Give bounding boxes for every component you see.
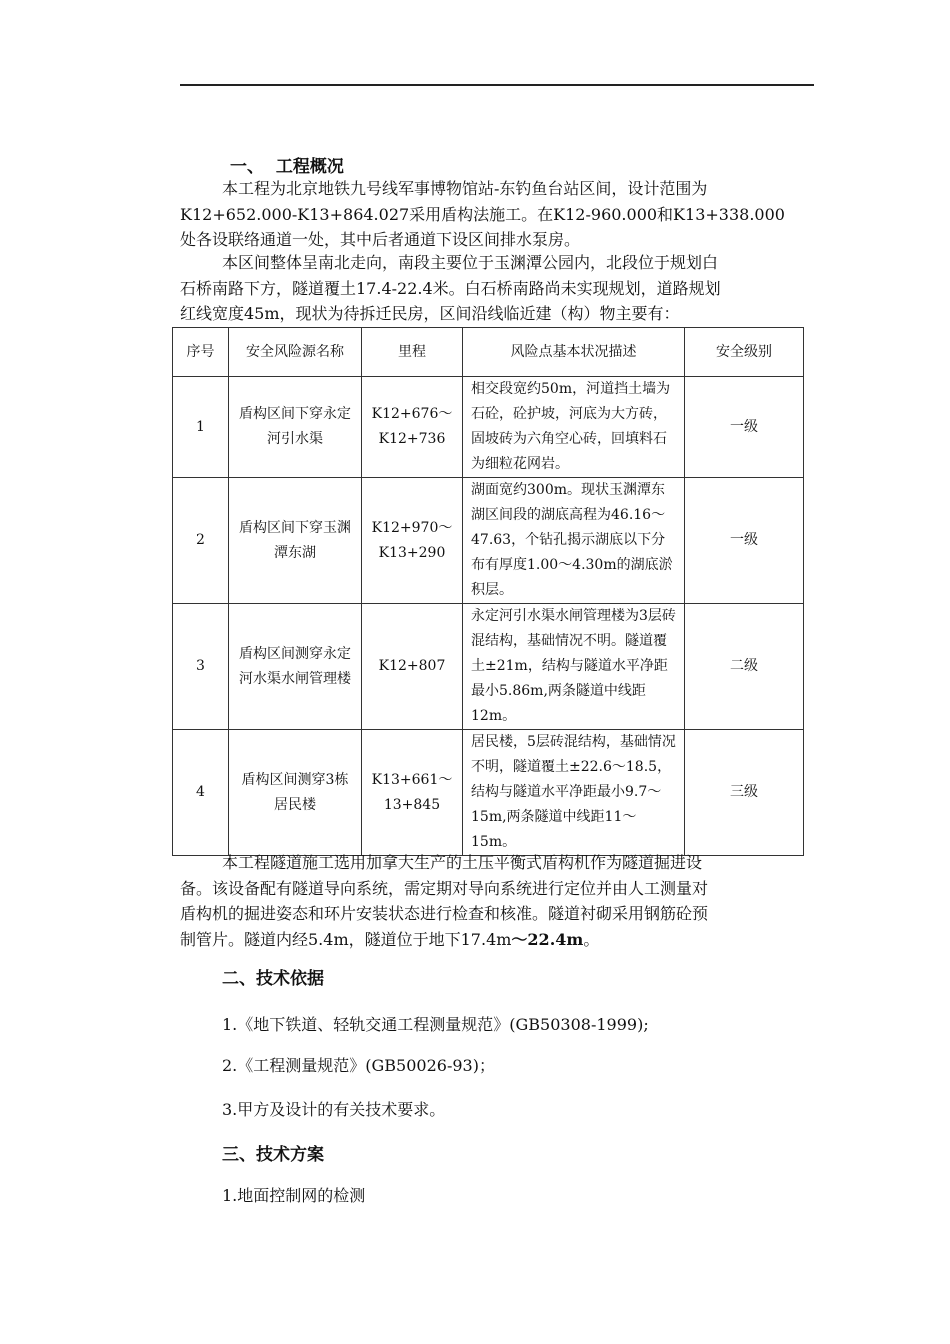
overview-paragraph-1: [180, 176, 816, 253]
cell-mileage: K12+970～K13+290: [362, 478, 463, 604]
reference-item: 3.甲方及设计的有关技术要求。: [222, 1100, 446, 1119]
cell-level: 三级: [685, 730, 804, 856]
header-description: 风险点基本状况描述: [463, 328, 685, 377]
table-header-row: [173, 328, 804, 377]
text-line: 盾构机的掘进姿态和环片安装状态进行检查和核准。隧道衬砌采用钢筋砼预: [180, 904, 709, 923]
cell-no: 1: [173, 377, 229, 478]
header-no: 序号: [173, 328, 229, 377]
text-segment: 制管片。隧道内经5.4m，隧道位于地下17.4m: [180, 929, 512, 949]
cell-description: 居民楼，5层砖混结构，基础情况不明，隧道覆土±22.6～18.5，结构与隧道水平净距最小9.7～15m,两条隧道中线距11～15m。: [463, 730, 685, 856]
cell-name: 盾构区间下穿永定河引水渠: [229, 377, 362, 478]
cell-mileage: K13+661～13+845: [362, 730, 463, 856]
cell-no: 4: [173, 730, 229, 856]
text-line: K12+652.000-K13+864.027采用盾构法施工。在K12-960.000和K13+338.000: [180, 204, 785, 224]
text-line: [180, 927, 816, 953]
reference-item: 2.《工程测量规范》(GB50026-93)；: [222, 1056, 495, 1075]
text-line: 本区间整体呈南北走向，南段主要位于玉渊潭公园内，北段位于规划白: [222, 253, 719, 272]
header-name: 安全风险源名称: [229, 328, 362, 377]
text-line: 石桥南路下方，隧道覆土17.4-22.4米。白石桥南路尚未实现规划，道路规划: [180, 278, 721, 298]
cell-description: 相交段宽约50m，河道挡土墙为石砼，砼护坡，河底为大方砖，固坡砖为六角空心砖，回填料石为细粒花网岩。: [463, 377, 685, 478]
cell-name: 盾构区间下穿玉渊潭东湖: [229, 478, 362, 604]
header-rule: [180, 84, 814, 86]
text-line: 处各设联络通道一处，其中后者通道下设区间排水泵房。: [180, 230, 581, 249]
cell-description: 永定河引水渠水闸管理楼为3层砖混结构，基础情况不明。隧道覆土±21m，结构与隧道水平净距最小5.86m,两条隧道中线距12m。: [463, 604, 685, 730]
overview-paragraph-2: [180, 250, 816, 327]
text-line: 备。该设备配有隧道导向系统，需定期对导向系统进行定位并由人工测量对: [180, 878, 709, 898]
cell-no: 2: [173, 478, 229, 604]
section-1-heading: 一、 工程概况: [230, 157, 344, 177]
cell-mileage: K12+676～K12+736: [362, 377, 463, 478]
cell-mileage: K12+807: [362, 604, 463, 730]
table-row: [173, 604, 804, 730]
header-mileage: 里程: [362, 328, 463, 377]
cell-description: 湖面宽约300m。现状玉渊潭东湖区间段的湖底高程为46.16～47.63，个钻孔揭示湖底以下分布有厚度1.00～4.30m的湖底淤积层。: [463, 478, 685, 604]
table-row: [173, 478, 804, 604]
text-line: 本工程隧道施工选用加拿大生产的土压平衡式盾构机作为隧道掘进设: [222, 853, 703, 872]
section-2-heading: 二、技术依据: [222, 969, 324, 989]
text-line: 本工程为北京地铁九号线军事博物馆站-东钓鱼台站区间，设计范围为: [222, 179, 708, 198]
text-segment: 。: [583, 929, 600, 949]
cell-level: 一级: [685, 377, 804, 478]
section-3-heading: 三、技术方案: [222, 1145, 324, 1165]
cell-no: 3: [173, 604, 229, 730]
header-level: 安全级别: [685, 328, 804, 377]
bold-segment: ～22.4m: [511, 929, 584, 949]
cell-name: 盾构区间测穿永定河水渠水闸管理楼: [229, 604, 362, 730]
reference-item: 1.《地下铁道、轻轨交通工程测量规范》(GB50308-1999);: [222, 1015, 649, 1034]
plan-item: 1.地面控制网的检测: [222, 1186, 366, 1205]
text-line: 红线宽度45m，现状为待拆迁民房，区间沿线临近建（构）物主要有：: [180, 304, 680, 323]
risk-source-table: [172, 327, 804, 856]
construction-paragraph: [180, 850, 816, 952]
table-row: [173, 730, 804, 856]
table-row: [173, 377, 804, 478]
cell-name: 盾构区间测穿3栋居民楼: [229, 730, 362, 856]
cell-level: 一级: [685, 478, 804, 604]
cell-level: 二级: [685, 604, 804, 730]
